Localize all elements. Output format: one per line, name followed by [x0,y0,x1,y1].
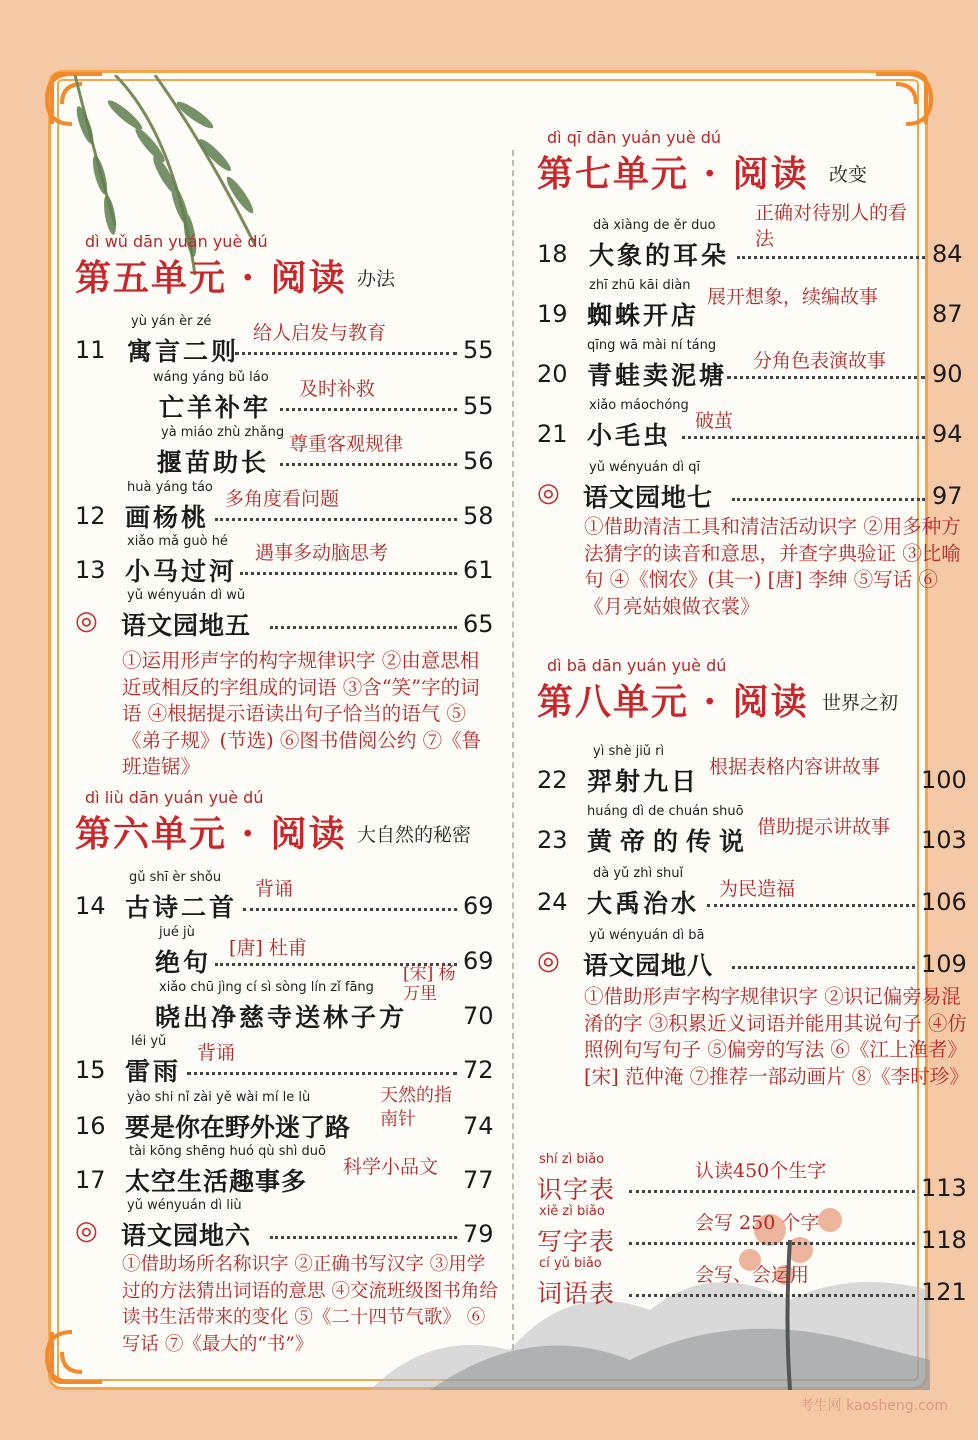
lesson-row[interactable] [537,866,967,920]
lesson-pinyin: léi yǔ [131,1034,167,1049]
appendix-note: 认读450个生字 [695,1160,827,1182]
appendix-pinyin: shí zì biǎo [539,1152,605,1167]
lesson-title: 寓言二则 [127,337,240,366]
leader-dots [270,1236,457,1239]
garden-mark-icon: ◎ [537,478,560,508]
lesson-title: 大禹治水 [587,889,700,918]
garden-row[interactable] [537,928,967,982]
appendix-row[interactable] [537,1204,967,1258]
garden-content: ①借助场所名称识字 ②正确书写汉字 ③用学过的方法猜出词语的意思 ④交流班级图书角给读书生活带来的变化 ⑤《二十四节气歌》 ⑥写话 ⑦《最大的“书”》 [122,1254,498,1355]
garden-pinyin: yǔ wényuán dì wǔ [127,588,246,603]
lesson-note: 正确对待别人的看法 [755,202,908,250]
lesson-pinyin: dà yǔ zhì shuǐ [593,866,684,881]
leader-dots [727,376,925,379]
lesson-pinyin: xiǎo mǎ guò hé [127,534,228,549]
garden-title: 语文园地六 [121,1221,252,1250]
leader-dots [270,626,457,629]
page-number: 103 [921,826,967,854]
page-number: 118 [921,1226,967,1254]
unit-pinyin: dì wǔ dān yuán yuè dú [85,232,268,251]
lesson-row[interactable] [75,1034,495,1088]
lesson-pinyin: yì shè jiǔ rì [593,744,665,759]
garden-mark-icon: ◎ [537,946,560,976]
appendix-title: 词语表 [537,1279,616,1308]
appendix-pinyin: xiě zì biǎo [539,1204,605,1219]
lesson-title: 大象的耳朵 [589,241,730,270]
garden-content: ①借助形声字构字规律识字 ②识记偏旁易混淆的字 ③积累近义词语并能用其说句子 ④仿照例句写句子 ⑤偏旁的写法 ⑥《江上渔者》[宋] 范仲淹 ⑦推荐一部动画片 ⑧《李时珍》 [584,985,969,1088]
lesson-row[interactable] [537,202,963,272]
lesson-row[interactable] [75,1085,495,1144]
lesson-row[interactable] [537,804,967,858]
lesson-row[interactable] [75,1144,495,1198]
appendix-pinyin: cí yǔ biǎo [539,1256,602,1271]
lesson-number: 22 [537,766,568,794]
lesson-row[interactable] [75,870,495,924]
lesson-note: 科学小品文 [343,1156,439,1178]
unit-pinyin: dì liù dān yuán yuè dú [85,788,264,807]
leader-dots [732,498,925,501]
lesson-title: 亡羊补牢 [159,393,272,422]
lesson-row[interactable] [75,480,495,534]
lesson-pinyin: huà yáng táo [127,480,213,495]
lesson-row[interactable] [537,744,967,798]
appendix-title: 识字表 [537,1175,616,1204]
garden-content: ①运用形声字的构字规律识字 ②由意思相近或相反的字组成的词语 ③含“笑”字的词语 ④根据提示语读出句子恰当的语气 ⑤《弟子规》(节选) ⑥图书借阅公约 ⑦《鲁班造锯》 [122,649,482,778]
page-number: 74 [463,1112,494,1140]
lesson-number: 20 [537,360,568,388]
lesson-title: 揠苗助长 [157,448,270,477]
lesson-title: 画杨桃 [125,503,210,532]
lesson-pinyin: yà miáo zhù zhǎng [161,425,285,440]
page-number: 72 [463,1056,494,1084]
page-number: 113 [921,1174,967,1202]
lesson-row[interactable] [75,425,495,479]
page-number: 56 [463,447,494,475]
leader-dots [280,408,457,411]
garden-pinyin: yǔ wényuán dì bā [589,928,705,943]
unit-theme: 改变 [829,164,868,186]
page-number: 97 [932,482,963,510]
unit-title: 第八单元 · 阅读 [537,681,809,723]
lesson-pinyin: yù yán èr zé [131,314,212,329]
garden-row[interactable] [75,588,495,642]
lesson-title: 青蛙卖泥塘 [587,361,728,390]
lesson-note: [唐] 杜甫 [229,937,307,959]
page-number: 87 [932,300,963,328]
lesson-note: 多角度看问题 [225,488,340,510]
lesson-note: 尊重客观规律 [289,433,404,455]
lesson-pinyin: wáng yáng bǔ láo [153,370,269,385]
lesson-row[interactable] [537,278,962,332]
leader-dots [187,1072,457,1075]
page-number: 109 [921,950,967,978]
lesson-pinyin: yào shi nǐ zài yě wài mí le lù [127,1090,311,1105]
page-number: 61 [463,556,494,584]
lesson-row[interactable] [75,314,495,368]
lesson-row[interactable] [537,338,962,392]
garden-mark-icon: ◎ [75,1216,98,1246]
lesson-number: 18 [537,240,568,268]
appendix-note: 会写 250 个字 [695,1212,820,1234]
unit-theme: 大自然的秘密 [357,824,472,846]
lesson-row[interactable] [75,964,495,1034]
lesson-number: 16 [75,1112,106,1140]
leader-dots [215,518,457,521]
leader-dots [280,463,457,466]
garden-title: 语文园地八 [583,951,714,980]
lesson-title: 小毛虫 [587,421,672,450]
lesson-note: 为民造福 [719,878,796,900]
lesson-note: [宋] 杨万里 [403,964,456,1004]
leader-dots [707,904,915,907]
leader-dots [235,352,457,355]
page-number: 90 [932,360,963,388]
lesson-number: 23 [537,826,568,854]
garden-content: ①借助清洁工具和清洁活动识字 ②用多种方法猜字的读音和意思，并查字典验证 ③比喻句 ④《悯农》(其一) [唐] 李绅 ⑤写话 ⑥《月亮姑娘做衣裳》 [584,515,961,618]
leader-dots [732,966,915,969]
page-number: 77 [463,1166,494,1194]
lesson-title: 蜘蛛开店 [587,301,700,330]
leader-dots [240,572,457,575]
lesson-note: 遇事多动脑思考 [255,542,389,564]
appendix-note: 会写、会运用 [695,1264,810,1286]
unit-title: 第七单元 · 阅读 [537,153,809,195]
page-number: 65 [463,610,494,638]
lesson-number: 15 [75,1056,106,1084]
appendix-title: 写字表 [537,1227,616,1256]
garden-title: 语文园地七 [583,483,714,512]
lesson-pinyin: qīng wā mài ní táng [587,338,717,353]
lesson-number: 21 [537,420,568,448]
garden-pinyin: yǔ wényuán dì liù [127,1198,242,1213]
lesson-title: 要是你在野外迷了路 [125,1113,351,1142]
lesson-title: 雷雨 [125,1057,182,1086]
lesson-note: 给人启发与教育 [253,322,387,344]
lesson-number: 12 [75,502,106,530]
lesson-number: 14 [75,892,106,920]
lesson-pinyin: dà xiàng de ěr duo [593,218,716,233]
lesson-title: 黄帝的传说 [587,827,753,856]
lesson-number: 24 [537,888,568,916]
lesson-note: 天然的指南针 [380,1085,452,1130]
appendix-row[interactable] [537,1152,967,1206]
lesson-note: 背诵 [255,878,294,900]
lesson-title: 小马过河 [125,557,238,586]
lesson-number: 17 [75,1166,106,1194]
page-number: 70 [463,1002,494,1030]
lesson-title: 晓出净慈寺送林子方 [155,1003,408,1032]
lesson-note: 背诵 [197,1042,236,1064]
page-number: 69 [463,947,494,975]
lesson-pinyin: xiǎo chū jìng cí sì sòng lín zǐ fāng [159,980,374,995]
lesson-row[interactable] [75,370,495,424]
unit-title: 第六单元 · 阅读 [75,813,347,855]
unit-title: 第五单元 · 阅读 [75,257,347,299]
page-number: 55 [463,392,494,420]
lesson-note: 破茧 [695,410,734,432]
leader-dots [629,1242,915,1245]
unit-pinyin: dì qī dān yuán yuè dú [547,128,722,147]
lesson-pinyin: huáng dì de chuán shuō [587,804,744,819]
lesson-title: 古诗二首 [125,893,238,922]
lesson-title: 绝句 [155,948,212,977]
lesson-note: 借助提示讲故事 [757,816,891,838]
appendix-row[interactable] [537,1256,967,1310]
lesson-number: 19 [537,300,568,328]
garden-row[interactable] [537,460,962,514]
leader-dots [243,908,457,911]
page-number: 55 [463,336,494,364]
page-number: 100 [921,766,967,794]
page-number: 84 [932,240,963,268]
page-number: 121 [921,1278,967,1306]
garden-title: 语文园地五 [121,611,252,640]
lesson-row[interactable] [75,534,495,588]
page-number: 106 [921,888,967,916]
lesson-number: 11 [75,336,106,364]
leader-dots [682,436,925,439]
unit-theme: 世界之初 [822,692,899,714]
watermark: 考生网 kaosheng.com [799,1398,948,1414]
lesson-note: 展开想象，续编故事 [707,286,879,308]
page-number: 58 [463,502,494,530]
garden-row[interactable] [75,1198,495,1252]
garden-pinyin: yǔ wényuán dì qī [589,460,701,475]
lesson-pinyin: tài kōng shēng huó qù shì duō [129,1144,326,1159]
lesson-pinyin: gǔ shī èr shǒu [129,870,222,885]
lesson-note: 根据表格内容讲故事 [709,756,881,778]
lesson-number: 13 [75,556,106,584]
garden-mark-icon: ◎ [75,606,98,636]
leader-dots [737,256,925,259]
page-number: 79 [463,1220,494,1248]
page-number: 69 [463,892,494,920]
column-divider [512,150,514,1350]
lesson-note: 及时补救 [299,378,376,400]
page-number: 94 [932,420,963,448]
lesson-note: 分角色表演故事 [753,350,887,372]
unit-pinyin: dì bā dān yuán yuè dú [547,656,727,675]
lesson-title: 羿射九日 [587,767,700,796]
lesson-title: 太空生活趣事多 [125,1167,308,1196]
lesson-pinyin: jué jù [159,925,195,940]
lesson-pinyin: zhī zhū kāi diàn [589,278,691,293]
unit-theme: 办法 [357,268,396,290]
leader-dots [629,1190,915,1193]
lesson-row[interactable] [537,398,962,452]
leader-dots [629,1294,915,1297]
corner-ornament-icon [866,64,936,134]
corner-ornament-icon [42,1322,112,1392]
lesson-pinyin: xiǎo máochóng [589,398,689,413]
